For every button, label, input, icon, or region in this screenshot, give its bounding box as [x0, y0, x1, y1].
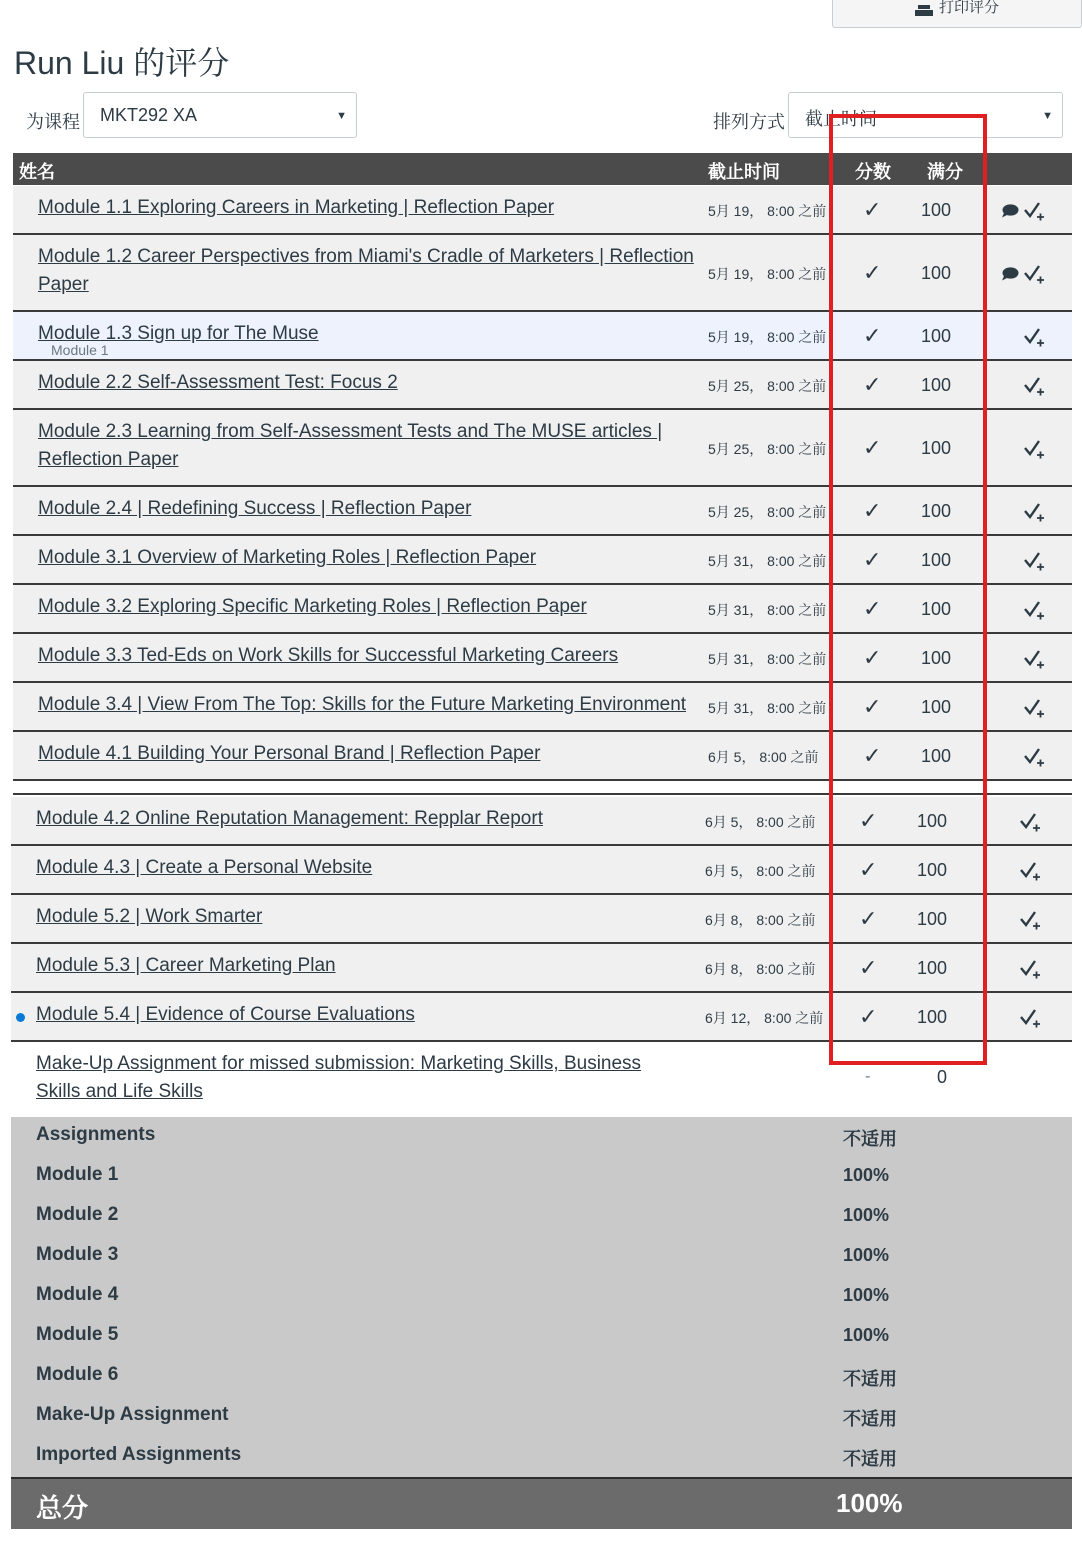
rubric-check-icon[interactable] [1019, 860, 1041, 882]
summary-row [11, 1397, 1072, 1437]
score-value: ✓ [863, 547, 882, 572]
chevron-down-icon: ▼ [336, 110, 347, 122]
due-date: 5月 19， 8:00 之前 [708, 203, 827, 219]
due-date: 5月 19， 8:00 之前 [708, 266, 827, 282]
comment-icon[interactable] [1001, 204, 1019, 218]
assignment-link[interactable]: Module 1.1 Exploring Careers in Marketing | Reflection Paper [38, 197, 555, 218]
table-row [13, 634, 1072, 683]
summary-row [11, 1437, 1072, 1477]
table-row [13, 487, 1072, 536]
comment-icon[interactable] [1001, 267, 1019, 281]
total-value: 100% [836, 1488, 903, 1518]
rubric-check-icon[interactable] [1023, 438, 1045, 460]
summary-row [11, 1197, 1072, 1237]
summary-row [11, 1157, 1072, 1197]
page-title: Run Liu 的评分 [14, 45, 230, 81]
table-row [13, 585, 1072, 634]
header-points[interactable]: 满分 [927, 162, 963, 182]
score-value: ✓ [863, 197, 882, 222]
due-date: 6月 8， 8:00 之前 [705, 912, 816, 928]
assignment-link[interactable]: Module 1.3 Sign up for The Muse [38, 323, 319, 344]
summary-value: 100% [843, 1245, 890, 1265]
due-date: 5月 31， 8:00 之前 [708, 553, 827, 569]
summary-value: 不适用 [843, 1369, 897, 1389]
table-row [13, 410, 1072, 487]
summary-label: Module 1 [36, 1164, 119, 1185]
points-possible: 100 [917, 811, 948, 831]
summary-value: 不适用 [843, 1129, 897, 1149]
course-select[interactable] [83, 92, 357, 138]
points-possible: 100 [921, 550, 952, 570]
points-possible: 0 [937, 1067, 948, 1087]
score-value: ✓ [863, 498, 882, 523]
points-possible: 100 [921, 697, 952, 717]
points-possible: 100 [921, 438, 952, 458]
sort-label: 排列方式 [713, 112, 785, 132]
table-row [11, 993, 1072, 1042]
assignment-link[interactable]: Module 1.2 Career Perspectives from Miami's Cradle of Marketers | Reflection Paper [38, 246, 694, 295]
due-date: 6月 5， 8:00 之前 [708, 749, 819, 765]
table-row [13, 536, 1072, 585]
summary-row [11, 1237, 1072, 1277]
assignment-link[interactable]: Module 4.3 | Create a Personal Website [36, 857, 373, 878]
summary-label: Module 3 [36, 1244, 119, 1265]
assignment-link[interactable]: Module 3.3 Ted-Eds on Work Skills for Successful Marketing Careers [38, 645, 619, 666]
score-value: ✓ [859, 955, 878, 980]
assignment-group-summary [11, 1117, 1072, 1477]
points-possible: 100 [917, 860, 948, 880]
table-row [13, 683, 1072, 732]
due-date: 5月 25， 8:00 之前 [708, 378, 827, 394]
summary-value: 100% [843, 1325, 890, 1345]
table-row [11, 944, 1072, 993]
summary-value: 100% [843, 1165, 890, 1185]
summary-label: Module 2 [36, 1204, 119, 1225]
rubric-check-icon[interactable] [1023, 326, 1045, 348]
row-divider [13, 793, 1072, 795]
rubric-check-icon[interactable] [1023, 263, 1045, 285]
assignment-link[interactable]: Module 4.2 Online Reputation Management: Repplar Report [36, 808, 543, 829]
score-value: ✓ [859, 808, 878, 833]
assignment-group-label: Module 1 [51, 342, 109, 358]
score-value: ✓ [863, 323, 882, 348]
summary-label: Module 5 [36, 1324, 119, 1345]
due-date: 6月 5， 8:00 之前 [705, 863, 816, 879]
rubric-check-icon[interactable] [1023, 697, 1045, 719]
summary-value: 100% [843, 1205, 890, 1225]
score-value: ✓ [859, 906, 878, 931]
rubric-check-icon[interactable] [1023, 375, 1045, 397]
score-value: ✓ [863, 260, 882, 285]
points-possible: 100 [921, 326, 952, 346]
rubric-check-icon[interactable] [1023, 501, 1045, 523]
points-possible: 100 [921, 746, 952, 766]
points-possible: 100 [921, 263, 952, 283]
points-possible: 100 [921, 599, 952, 619]
rubric-check-icon[interactable] [1019, 958, 1041, 980]
print-grades-button[interactable] [832, 0, 1082, 28]
points-possible: 100 [921, 200, 952, 220]
assignment-link[interactable]: Module 2.3 Learning from Self-Assessment Tests and The MUSE articles | Reflection Paper [38, 421, 663, 470]
assignment-link[interactable]: Make-Up Assignment for missed submission: Marketing Skills, Business Skills and Life Skills [36, 1053, 642, 1102]
rubric-check-icon[interactable] [1019, 1007, 1041, 1029]
total-row [11, 1477, 1072, 1529]
rubric-check-icon[interactable] [1019, 909, 1041, 931]
rubric-check-icon[interactable] [1023, 550, 1045, 572]
table-row [13, 361, 1072, 410]
score-value: ✓ [863, 645, 882, 670]
rubric-check-icon[interactable] [1023, 599, 1045, 621]
due-date: 5月 19， 8:00 之前 [708, 329, 827, 345]
score-value: ✓ [863, 596, 882, 621]
due-date: 5月 25， 8:00 之前 [708, 441, 827, 457]
points-possible: 100 [921, 648, 952, 668]
assignment-link[interactable]: Module 5.2 | Work Smarter [36, 906, 263, 927]
table-row [11, 846, 1072, 895]
due-date: 6月 8， 8:00 之前 [705, 961, 816, 977]
score-value: ✓ [863, 743, 882, 768]
score-value: ✓ [859, 1004, 878, 1029]
score-value: - [865, 1068, 871, 1085]
assignment-link[interactable]: Module 3.2 Exploring Specific Marketing Roles | Reflection Paper [38, 596, 587, 617]
summary-row [11, 1317, 1072, 1357]
points-possible: 100 [917, 909, 948, 929]
points-possible: 100 [921, 501, 952, 521]
total-label: 总分 [36, 1493, 89, 1523]
print-icon [915, 5, 933, 17]
course-filter-label: 为课程 [26, 112, 80, 132]
course-select-value: MKT292 XA [100, 105, 198, 125]
summary-label: Make-Up Assignment [36, 1404, 229, 1425]
score-value: ✓ [863, 435, 882, 460]
grades-table-header [13, 153, 1072, 185]
score-value: ✓ [863, 372, 882, 397]
rubric-check-icon[interactable] [1023, 746, 1045, 768]
summary-row [11, 1277, 1072, 1317]
summary-label: Assignments [36, 1124, 156, 1145]
rubric-check-icon[interactable] [1019, 811, 1041, 833]
due-date: 5月 31， 8:00 之前 [708, 651, 827, 667]
assignment-link[interactable]: Module 5.4 | Evidence of Course Evaluations [36, 1004, 415, 1025]
rubric-check-icon[interactable] [1023, 648, 1045, 670]
summary-row [11, 1117, 1072, 1157]
summary-label: Imported Assignments [36, 1444, 242, 1465]
table-row [13, 732, 1072, 781]
rubric-check-icon[interactable] [1023, 200, 1045, 222]
table-row [13, 186, 1072, 235]
header-due[interactable]: 截止时间 [708, 162, 780, 182]
score-value: ✓ [859, 857, 878, 882]
summary-label: Module 6 [36, 1364, 119, 1385]
due-date: 6月 5， 8:00 之前 [705, 814, 816, 830]
assignment-link[interactable]: Module 3.4 | View From The Top: Skills for the Future Marketing Environment [38, 694, 687, 715]
due-date: 5月 31， 8:00 之前 [708, 700, 827, 716]
due-date: 5月 31， 8:00 之前 [708, 602, 827, 618]
table-row [13, 235, 1072, 312]
chevron-down-icon: ▼ [1042, 110, 1053, 122]
table-row [11, 895, 1072, 944]
summary-row [11, 1357, 1072, 1397]
summary-value: 不适用 [843, 1409, 897, 1429]
points-possible: 100 [921, 375, 952, 395]
due-date: 5月 25， 8:00 之前 [708, 504, 827, 520]
due-date: 6月 12， 8:00 之前 [705, 1010, 824, 1026]
table-row [11, 1042, 1072, 1117]
table-row [13, 312, 1072, 361]
table-row [11, 797, 1072, 846]
assignment-link[interactable]: Module 3.1 Overview of Marketing Roles | Reflection Paper [38, 547, 537, 568]
sort-select-value: 截止时间 [805, 109, 877, 129]
assignment-link[interactable]: Module 5.3 | Career Marketing Plan [36, 955, 336, 976]
assignment-link[interactable]: Module 4.1 Building Your Personal Brand | Reflection Paper [38, 743, 541, 764]
summary-value: 不适用 [843, 1449, 897, 1469]
points-possible: 100 [917, 1007, 948, 1027]
score-value: ✓ [863, 694, 882, 719]
summary-label: Module 4 [36, 1284, 119, 1305]
points-possible: 100 [917, 958, 948, 978]
assignment-link[interactable]: Module 2.4 | Redefining Success | Reflection Paper [38, 498, 472, 519]
print-button-label: 打印评分 [938, 0, 999, 16]
summary-value: 100% [843, 1285, 890, 1305]
unread-dot-icon [16, 1013, 25, 1022]
assignment-link[interactable]: Module 2.2 Self-Assessment Test: Focus 2 [38, 372, 398, 393]
sort-select[interactable] [788, 92, 1063, 138]
header-name[interactable]: 姓名 [19, 162, 55, 182]
header-score[interactable]: 分数 [855, 162, 891, 182]
